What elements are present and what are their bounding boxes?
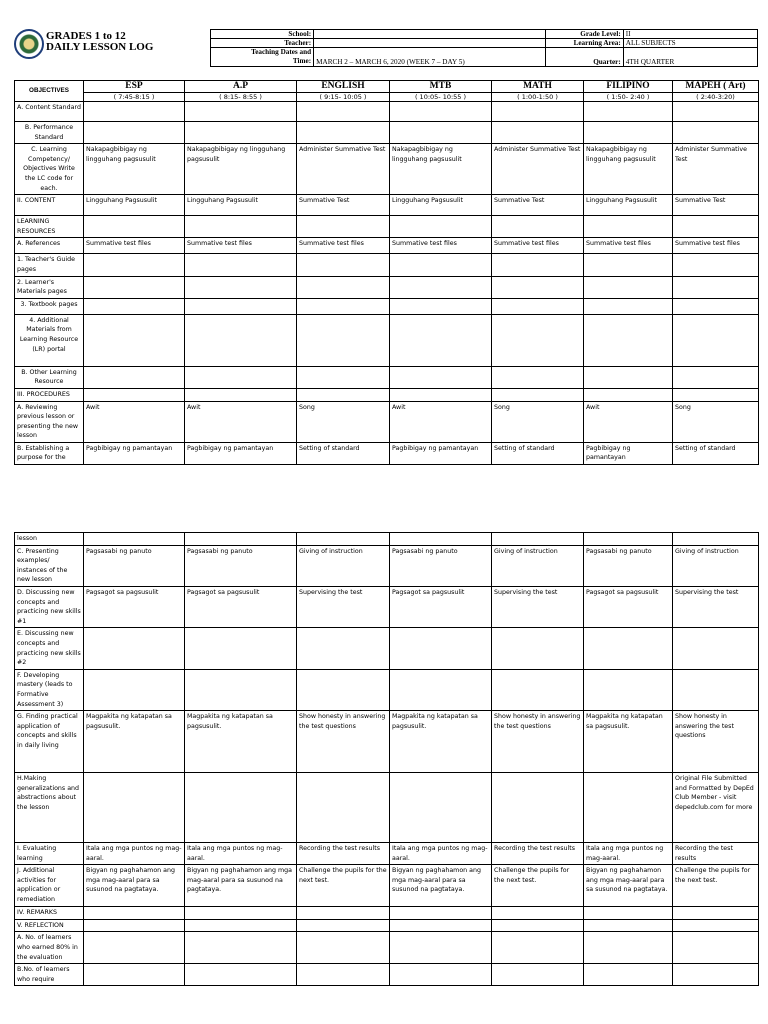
lesson-cell[interactable]: [390, 669, 492, 710]
lesson-cell[interactable]: Summative test files: [84, 238, 185, 254]
lesson-cell[interactable]: Nakapagbibigay ng lingguhang pagsusulit: [84, 144, 185, 195]
school-field[interactable]: [314, 30, 546, 39]
lesson-cell[interactable]: [492, 964, 584, 986]
lesson-cell[interactable]: [492, 533, 584, 546]
page2-row: [15, 533, 759, 546]
lesson-cell[interactable]: Song: [492, 401, 584, 442]
page2-row: [15, 773, 759, 843]
lesson-cell[interactable]: Administer Summative Test: [492, 144, 584, 195]
lesson-cell[interactable]: Summative test files: [185, 238, 297, 254]
lesson-cell[interactable]: Bigyan ng paghahamon ang mga mag-aaral para sa susunod na pagtataya.: [390, 865, 492, 907]
lesson-cell[interactable]: [584, 919, 673, 932]
page2-row: [15, 843, 759, 865]
lesson-cell[interactable]: [390, 919, 492, 932]
document-header: [14, 29, 758, 71]
lesson-cell[interactable]: [297, 314, 390, 366]
lesson-cell[interactable]: [492, 628, 584, 669]
lesson-cell[interactable]: Summative test files: [673, 238, 759, 254]
lesson-cell[interactable]: [84, 102, 185, 122]
lesson-cell[interactable]: [492, 773, 584, 843]
row-label: 1. Teacher's Guide pages: [15, 254, 84, 276]
subject-header-4: MATH: [492, 81, 584, 93]
lesson-cell[interactable]: Show honesty in answering the test questions: [297, 711, 390, 773]
subject-time-2: ( 9:15- 10:05 ): [297, 93, 390, 102]
page2-row: [15, 907, 759, 920]
lesson-cell[interactable]: [673, 102, 759, 122]
lesson-cell[interactable]: [185, 964, 297, 986]
lesson-cell[interactable]: Pagbibigay ng pamantayan: [84, 442, 185, 464]
row-label: J. Additional activities for application or remediation: [15, 865, 84, 907]
lesson-cell[interactable]: [390, 276, 492, 298]
row-label: H.Making generalizations and abstractions about the lesson: [15, 773, 84, 843]
subject-time-4: ( 1:00-1:50 ): [492, 93, 584, 102]
lesson-cell[interactable]: [84, 628, 185, 669]
lesson-cell[interactable]: [185, 366, 297, 388]
lesson-cell[interactable]: Show honesty in answering the test questions: [492, 711, 584, 773]
lesson-cell[interactable]: [584, 254, 673, 276]
lesson-cell[interactable]: Magpakita ng katapatan sa pagsusulit.: [185, 711, 297, 773]
subject-header-2: ENGLISH: [297, 81, 390, 93]
lesson-cell[interactable]: [185, 533, 297, 546]
lesson-cell[interactable]: Pagbibigay ng pamantayan: [185, 442, 297, 464]
row-label: A. References: [15, 238, 84, 254]
lesson-cell[interactable]: Itala ang mga puntos ng mag-aaral.: [390, 843, 492, 865]
lesson-log-table-page1: [14, 80, 759, 465]
lesson-cell[interactable]: [84, 122, 185, 144]
lesson-cell[interactable]: [297, 907, 390, 920]
lesson-cell[interactable]: Pagsagot sa pagsusulit: [185, 586, 297, 627]
lesson-cell[interactable]: [673, 533, 759, 546]
lesson-cell[interactable]: [673, 932, 759, 964]
title-line-1: GRADES 1 to 12: [46, 30, 126, 42]
row-label: C. Learning Competency/ Objectives Write the LC code for each.: [15, 144, 84, 195]
lesson-cell[interactable]: [390, 216, 492, 238]
lesson-cell[interactable]: Summative test files: [390, 238, 492, 254]
lesson-cell[interactable]: [297, 964, 390, 986]
row-label: B. Performance Standard: [15, 122, 84, 144]
subject-header-0: ESP: [84, 81, 185, 93]
lesson-cell[interactable]: Song: [297, 401, 390, 442]
learning-area-label: Learning Area:: [546, 39, 623, 48]
page1-row: [15, 102, 759, 122]
lesson-cell[interactable]: Pagsasabi ng panuto: [84, 545, 185, 586]
lesson-cell[interactable]: Awit: [185, 401, 297, 442]
teacher-label: Teacher:: [211, 39, 314, 48]
lesson-cell[interactable]: Challenge the pupils for the next test.: [297, 865, 390, 907]
lesson-cell[interactable]: Magpakita ng katapatan sa pagsusulit.: [84, 711, 185, 773]
lesson-cell[interactable]: [492, 276, 584, 298]
lesson-cell[interactable]: Pagsasabi ng panuto: [584, 545, 673, 586]
subject-time-5: ( 1:50- 2:40 ): [584, 93, 673, 102]
lesson-cell[interactable]: Bigyan ng paghahamon ang mga mag-aaral para sa susunod na pagtataya.: [584, 865, 673, 907]
lesson-cell[interactable]: Supervising the test: [673, 586, 759, 627]
lesson-cell[interactable]: [492, 932, 584, 964]
lesson-cell[interactable]: Nakapagbibigay ng lingguhang pagsusulit: [390, 144, 492, 195]
lesson-cell[interactable]: [84, 907, 185, 920]
row-label: C. Presenting examples/ instances of the new lesson: [15, 545, 84, 586]
grade-level-label: Grade Level:: [546, 30, 623, 39]
lesson-cell[interactable]: [492, 919, 584, 932]
lesson-cell[interactable]: Magpakita ng katapatan sa pagsusulit.: [584, 711, 673, 773]
subject-header-1: A.P: [185, 81, 297, 93]
page1-row: [15, 195, 759, 216]
lesson-cell[interactable]: [492, 669, 584, 710]
lesson-cell[interactable]: Setting of standard: [492, 442, 584, 464]
lesson-cell[interactable]: [673, 907, 759, 920]
page2-row: [15, 865, 759, 907]
lesson-cell[interactable]: Setting of standard: [673, 442, 759, 464]
objectives-header: OBJECTIVES: [15, 81, 84, 102]
lesson-cell[interactable]: Pagsagot sa pagsusulit: [390, 586, 492, 627]
page1-row: [15, 144, 759, 195]
document-title: [46, 31, 153, 53]
lesson-cell[interactable]: [185, 298, 297, 314]
lesson-cell[interactable]: [297, 533, 390, 546]
lesson-cell[interactable]: [492, 314, 584, 366]
lesson-cell[interactable]: [84, 932, 185, 964]
lesson-cell[interactable]: Summative Test: [673, 195, 759, 216]
row-label: B. Establishing a purpose for the: [15, 442, 84, 464]
lesson-cell[interactable]: Recording the test results: [492, 843, 584, 865]
page2-row: [15, 919, 759, 932]
lesson-cell[interactable]: Pagsagot sa pagsusulit: [584, 586, 673, 627]
lesson-cell[interactable]: [297, 216, 390, 238]
lesson-cell[interactable]: [390, 907, 492, 920]
lesson-cell[interactable]: [297, 773, 390, 843]
school-label: School:: [211, 30, 314, 39]
lesson-log-table-page2: [14, 532, 759, 986]
lesson-cell[interactable]: [584, 907, 673, 920]
row-label: IV. REMARKS: [15, 907, 84, 920]
page1-row: [15, 238, 759, 254]
lesson-cell[interactable]: [297, 122, 390, 144]
subject-header-5: FILIPINO: [584, 81, 673, 93]
lesson-cell[interactable]: [84, 919, 185, 932]
lesson-cell[interactable]: Recording the test results: [673, 843, 759, 865]
lesson-cell[interactable]: [673, 314, 759, 366]
lesson-cell[interactable]: [673, 628, 759, 669]
lesson-cell[interactable]: Summative test files: [584, 238, 673, 254]
lesson-cell[interactable]: [673, 919, 759, 932]
lesson-cell[interactable]: [84, 773, 185, 843]
teaching-dates-label-line1: Teaching Dates and: [251, 48, 312, 56]
lesson-cell[interactable]: Setting of standard: [297, 442, 390, 464]
lesson-cell[interactable]: Administer Summative Test: [297, 144, 390, 195]
lesson-cell[interactable]: Challenge the pupils for the next test.: [492, 865, 584, 907]
row-label: I. Evaluating learning: [15, 843, 84, 865]
row-label: III. PROCEDURES: [15, 388, 84, 401]
lesson-cell[interactable]: Administer Summative Test: [673, 144, 759, 195]
page2-row: [15, 669, 759, 710]
row-label: 4. Additional Materials from Learning Resource (LR) portal: [15, 314, 84, 366]
row-label: II. CONTENT: [15, 195, 84, 216]
time-header-row: [15, 93, 759, 102]
quarter-field[interactable]: 4TH QUARTER: [623, 48, 757, 67]
page2-row: [15, 628, 759, 669]
lesson-cell[interactable]: [390, 298, 492, 314]
lesson-cell[interactable]: [185, 122, 297, 144]
lesson-cell[interactable]: Summative Test: [492, 195, 584, 216]
lesson-cell[interactable]: [84, 388, 185, 401]
row-label: A. Reviewing previous lesson or presenting the new lesson: [15, 401, 84, 442]
lesson-cell[interactable]: [584, 628, 673, 669]
subject-time-1: ( 8:15- 8:55 ): [185, 93, 297, 102]
subject-time-0: ( 7:45-8:15 ): [84, 93, 185, 102]
lesson-cell[interactable]: [584, 276, 673, 298]
lesson-cell[interactable]: [492, 254, 584, 276]
page1-row: [15, 298, 759, 314]
subject-time-6: ( 2:40-3:20): [673, 93, 759, 102]
lesson-cell[interactable]: Supervising the test: [492, 586, 584, 627]
lesson-cell[interactable]: [185, 919, 297, 932]
lesson-cell[interactable]: Bigyan ng paghahamon ang mga mag-aaral para sa susunod na pagtataya.: [84, 865, 185, 907]
page1-row: [15, 276, 759, 298]
lesson-cell[interactable]: [673, 254, 759, 276]
lesson-cell[interactable]: Itala ang mga puntos ng mag-aaral.: [84, 843, 185, 865]
lesson-cell[interactable]: [297, 254, 390, 276]
lesson-cell[interactable]: [492, 366, 584, 388]
lesson-cell[interactable]: [673, 298, 759, 314]
lesson-cell[interactable]: [584, 773, 673, 843]
lesson-cell[interactable]: [185, 254, 297, 276]
lesson-cell[interactable]: [673, 216, 759, 238]
lesson-cell[interactable]: Pagsagot sa pagsusulit: [84, 586, 185, 627]
lesson-cell[interactable]: [84, 276, 185, 298]
lesson-cell[interactable]: [584, 388, 673, 401]
row-label: B. Other Learning Resource: [15, 366, 84, 388]
lesson-cell[interactable]: [297, 276, 390, 298]
lesson-cell[interactable]: Lingguhang Pagsusulit: [185, 195, 297, 216]
row-label: F. Developing mastery (leads to Formative Assessment 3): [15, 669, 84, 710]
lesson-cell[interactable]: [390, 533, 492, 546]
lesson-cell[interactable]: [84, 216, 185, 238]
row-label: LEARNING RESOURCES: [15, 216, 84, 238]
lesson-cell[interactable]: Nakapagbibigay ng lingguhang pagsusulit: [584, 144, 673, 195]
lesson-cell[interactable]: [185, 773, 297, 843]
teacher-field[interactable]: [314, 39, 546, 48]
deped-seal-logo: [14, 29, 44, 59]
lesson-cell[interactable]: [297, 628, 390, 669]
lesson-cell[interactable]: [84, 533, 185, 546]
page2-row: [15, 711, 759, 773]
row-label: D. Discussing new concepts and practicing new skills #1: [15, 586, 84, 627]
subject-header-row: [15, 81, 759, 93]
lesson-cell[interactable]: [185, 628, 297, 669]
lesson-cell[interactable]: [84, 298, 185, 314]
subject-time-3: ( 10:05- 10:55 ): [390, 93, 492, 102]
lesson-cell[interactable]: [390, 102, 492, 122]
row-label: G. Finding practical application of concepts and skills in daily living: [15, 711, 84, 773]
lesson-cell[interactable]: Bigyan ng paghahamon ang mga mag-aaral para sa susunod na pagtataya.: [185, 865, 297, 907]
page1-row: [15, 254, 759, 276]
lesson-cell[interactable]: Magpakita ng katapatan sa pagsusulit.: [390, 711, 492, 773]
subject-header-6: MAPEH ( Art): [673, 81, 759, 93]
lesson-cell[interactable]: [673, 669, 759, 710]
row-label: A. Content Standard: [15, 102, 84, 122]
lesson-cell[interactable]: [185, 102, 297, 122]
lesson-cell[interactable]: [84, 254, 185, 276]
lesson-cell[interactable]: [584, 298, 673, 314]
lesson-cell[interactable]: Lingguhang Pagsusulit: [390, 195, 492, 216]
lesson-cell[interactable]: Pagbibigay ng pamantayan: [390, 442, 492, 464]
lesson-cell[interactable]: [390, 314, 492, 366]
page1-row: [15, 388, 759, 401]
lesson-cell[interactable]: Recording the test results: [297, 843, 390, 865]
lesson-cell[interactable]: Summative test files: [297, 238, 390, 254]
teaching-dates-field[interactable]: MARCH 2 – MARCH 6, 2020 (WEEK 7 – DAY 5): [314, 48, 546, 67]
lesson-cell[interactable]: [297, 388, 390, 401]
lesson-cell[interactable]: Lingguhang Pagsusulit: [584, 195, 673, 216]
lesson-cell[interactable]: [84, 669, 185, 710]
lesson-cell[interactable]: [390, 366, 492, 388]
teaching-dates-label: [211, 48, 314, 67]
lesson-cell[interactable]: Summative test files: [492, 238, 584, 254]
lesson-cell[interactable]: [390, 122, 492, 144]
lesson-cell[interactable]: [673, 964, 759, 986]
lesson-cell[interactable]: [297, 669, 390, 710]
lesson-cell[interactable]: [297, 366, 390, 388]
lesson-cell[interactable]: [297, 932, 390, 964]
header-info-table: [210, 29, 758, 67]
lesson-cell[interactable]: Itala ang mga puntos ng mag-aaral.: [185, 843, 297, 865]
lesson-cell[interactable]: [185, 276, 297, 298]
lesson-cell[interactable]: Song: [673, 401, 759, 442]
subject-header-3: MTB: [390, 81, 492, 93]
lesson-cell[interactable]: Pagsasabi ng panuto: [390, 545, 492, 586]
lesson-cell[interactable]: Giving of instruction: [492, 545, 584, 586]
lesson-cell[interactable]: Itala ang mga puntos ng mag-aaral.: [584, 843, 673, 865]
lesson-cell[interactable]: Pagbibigay ng pamantayan: [584, 442, 673, 464]
lesson-cell[interactable]: [584, 102, 673, 122]
lesson-cell[interactable]: Summative Test: [297, 195, 390, 216]
lesson-cell[interactable]: [390, 628, 492, 669]
page2-row: [15, 964, 759, 986]
learning-area-field[interactable]: ALL SUBJECTS: [623, 39, 757, 48]
page2-row: [15, 586, 759, 627]
lesson-cell[interactable]: Giving of instruction: [673, 545, 759, 586]
row-label: A. No. of learners who earned 80% in the evaluation: [15, 932, 84, 964]
row-label: E. Discussing new concepts and practicing new skills #2: [15, 628, 84, 669]
lesson-cell[interactable]: [584, 533, 673, 546]
page1-row: [15, 314, 759, 366]
page1-row: [15, 216, 759, 238]
lesson-cell[interactable]: Nakapagbibigay ng lingguhang pagsusulit: [185, 144, 297, 195]
lesson-cell[interactable]: [297, 919, 390, 932]
lesson-cell[interactable]: [390, 932, 492, 964]
lesson-cell[interactable]: [492, 102, 584, 122]
lesson-cell[interactable]: [492, 907, 584, 920]
page2-row: [15, 932, 759, 964]
lesson-cell[interactable]: [390, 773, 492, 843]
lesson-cell[interactable]: [584, 314, 673, 366]
quarter-label: Quarter:: [546, 48, 623, 67]
lesson-cell[interactable]: [673, 276, 759, 298]
lesson-cell[interactable]: [584, 122, 673, 144]
lesson-cell[interactable]: [584, 964, 673, 986]
row-label: B.No. of learners who require: [15, 964, 84, 986]
page2-row: [15, 545, 759, 586]
lesson-cell[interactable]: [584, 669, 673, 710]
page1-row: [15, 401, 759, 442]
page1-row: [15, 122, 759, 144]
row-label: lesson: [15, 533, 84, 546]
lesson-cell[interactable]: [492, 216, 584, 238]
lesson-cell[interactable]: Awit: [584, 401, 673, 442]
lesson-cell[interactable]: Lingguhang Pagsusulit: [84, 195, 185, 216]
lesson-cell[interactable]: [584, 216, 673, 238]
lesson-cell[interactable]: Awit: [84, 401, 185, 442]
row-label: 3. Textbook pages: [15, 298, 84, 314]
teaching-dates-label-line2: Time:: [292, 57, 312, 65]
row-label: V. REFLECTION: [15, 919, 84, 932]
lesson-cell[interactable]: [185, 932, 297, 964]
lesson-cell[interactable]: [673, 366, 759, 388]
lesson-cell[interactable]: Giving of instruction: [297, 545, 390, 586]
page1-row: [15, 442, 759, 464]
lesson-cell[interactable]: [390, 964, 492, 986]
lesson-cell[interactable]: [492, 298, 584, 314]
lesson-cell[interactable]: [185, 216, 297, 238]
lesson-cell[interactable]: [492, 122, 584, 144]
lesson-cell[interactable]: [84, 964, 185, 986]
grade-level-field[interactable]: II: [623, 30, 757, 39]
lesson-cell[interactable]: [390, 388, 492, 401]
lesson-cell[interactable]: Original File Submitted and Formatted by DepEd Club Member - visit depedclub.com for more: [673, 773, 759, 843]
lesson-cell[interactable]: [584, 366, 673, 388]
title-line-2: DAILY LESSON LOG: [46, 41, 154, 53]
lesson-cell[interactable]: [185, 907, 297, 920]
lesson-cell[interactable]: Challenge the pupils for the next test.: [673, 865, 759, 907]
lesson-cell[interactable]: [390, 254, 492, 276]
lesson-cell[interactable]: Supervising the test: [297, 586, 390, 627]
lesson-cell[interactable]: [84, 366, 185, 388]
lesson-cell[interactable]: [297, 298, 390, 314]
lesson-cell[interactable]: [84, 314, 185, 366]
row-label: 2. Learner's Materials pages: [15, 276, 84, 298]
lesson-cell[interactable]: [185, 314, 297, 366]
lesson-cell[interactable]: [673, 122, 759, 144]
lesson-cell[interactable]: [185, 669, 297, 710]
lesson-cell[interactable]: Show honesty in answering the test questions: [673, 711, 759, 773]
lesson-cell[interactable]: [297, 102, 390, 122]
lesson-cell[interactable]: [492, 388, 584, 401]
lesson-cell[interactable]: [584, 932, 673, 964]
lesson-cell[interactable]: [185, 388, 297, 401]
lesson-cell[interactable]: Awit: [390, 401, 492, 442]
lesson-cell[interactable]: Pagsasabi ng panuto: [185, 545, 297, 586]
lesson-cell[interactable]: [673, 388, 759, 401]
page1-row: [15, 366, 759, 388]
